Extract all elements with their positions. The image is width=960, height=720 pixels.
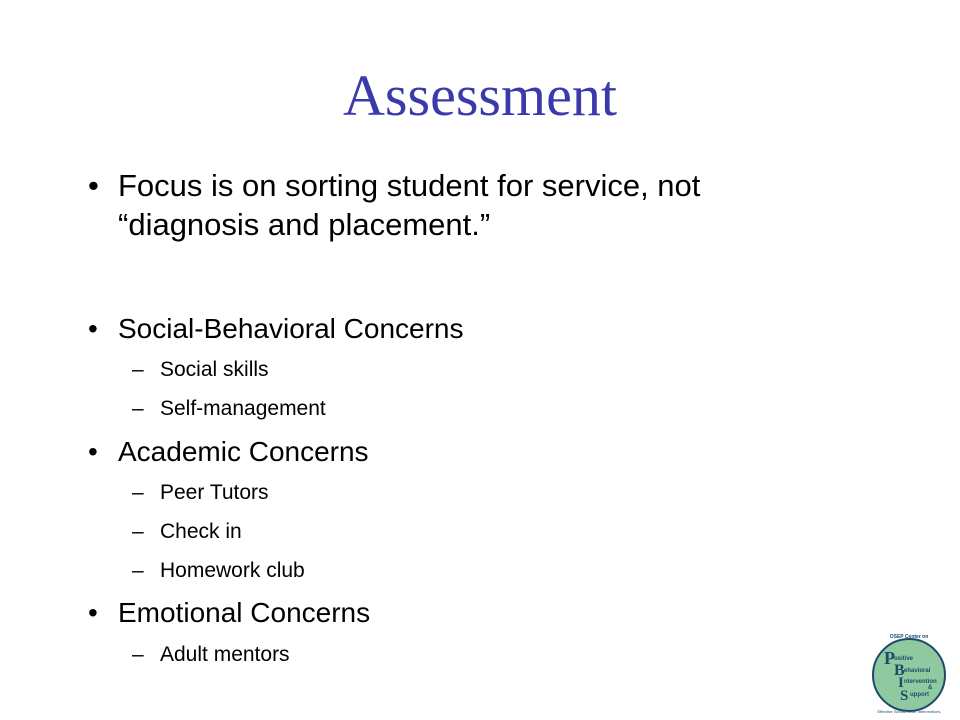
- sub-item-label: Check in: [160, 520, 242, 543]
- logo-letter-i: I: [898, 675, 904, 691]
- logo-top-text: OSEP Center on: [889, 634, 929, 640]
- dash-mark: –: [132, 481, 144, 504]
- logo-word-3: ntervention: [904, 679, 937, 685]
- dash-mark: –: [132, 397, 144, 420]
- logo-word-5: upport: [910, 692, 929, 698]
- logo-word-2: ehavioral: [904, 668, 931, 674]
- bullet-mark: •: [88, 168, 99, 203]
- section-heading: Academic Concerns: [118, 436, 369, 467]
- section-heading: Emotional Concerns: [118, 597, 371, 628]
- section-heading: Social-Behavioral Concerns: [118, 313, 464, 344]
- logo-letter-b: B: [894, 662, 905, 679]
- dash-mark: –: [132, 520, 144, 543]
- slide-title: Assessment: [343, 63, 617, 128]
- intro-line-1: Focus is on sorting student for service, not: [118, 168, 701, 203]
- logo-bottom-text: Effective School-Wide Interventions: [877, 709, 941, 714]
- sub-item-label: Peer Tutors: [160, 481, 269, 504]
- bullet-mark: •: [88, 313, 98, 344]
- logo-word-1: ositive: [894, 656, 914, 662]
- dash-mark: –: [132, 559, 144, 582]
- logo-letter-p: P: [884, 648, 895, 668]
- sub-item-label: Homework club: [160, 559, 305, 582]
- sub-item-label: Adult mentors: [160, 643, 290, 666]
- bullet-mark: •: [88, 436, 98, 467]
- pbis-logo: [868, 632, 950, 714]
- logo-word-4: &: [928, 685, 933, 691]
- logo-letter-s: S: [900, 688, 909, 704]
- dash-mark: –: [132, 643, 144, 666]
- dash-mark: –: [132, 358, 144, 381]
- bullet-mark: •: [88, 597, 98, 628]
- sub-item-label: Self-management: [160, 397, 326, 420]
- sub-item-label: Social skills: [160, 358, 269, 381]
- intro-line-2: “diagnosis and placement.”: [118, 207, 491, 242]
